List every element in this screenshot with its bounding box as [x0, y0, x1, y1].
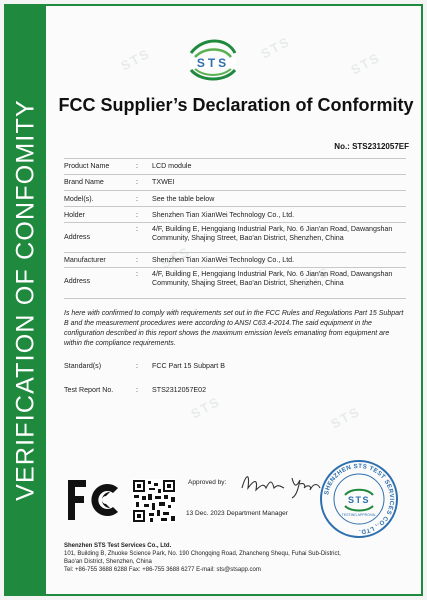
sidebar-title: VERIFICATION OF CONFOMITY	[11, 99, 40, 501]
field-label: Address	[64, 277, 91, 285]
field-colon: :	[136, 362, 138, 370]
field-label: Manufacturer	[64, 256, 106, 264]
watermark-sts: STS	[348, 49, 383, 78]
field-divider	[64, 158, 406, 159]
issuer-address-line: Bao'an District, Shenzhen, China	[64, 559, 152, 565]
watermark-sts: STS	[298, 263, 333, 292]
field-colon: :	[136, 256, 138, 264]
field-value: See the table below	[152, 195, 215, 203]
field-label: Test Report No.	[64, 386, 114, 394]
issuer-contact: Tel: +86-755 3688 6288 Fax: +86-755 3688 6277 E-mail: sts@stsapp.com	[64, 567, 261, 573]
field-colon: :	[136, 211, 138, 219]
field-value: LCD module	[152, 162, 192, 170]
field-colon: :	[136, 270, 138, 278]
sts-logo	[187, 39, 239, 83]
svg-text:TESTING APPROVAL: TESTING APPROVAL	[341, 513, 377, 517]
watermark-sts: STS	[158, 243, 193, 272]
field-value: 4/F, Building E, Hengqiang Industrial Park, No. 6 Jian'an Road, Dawangshan Community, Shajing Street, Bao'an District, Shenzhen, China	[152, 225, 393, 242]
field-label: Brand Name	[64, 178, 104, 186]
field-divider	[64, 252, 406, 253]
field-value: Shenzhen Tian XianWei Technology Co., Ltd.	[152, 211, 295, 219]
field-label: Standard(s)	[64, 362, 102, 370]
svg-text:STS: STS	[196, 56, 230, 70]
certificate-number: No.: STS2312057EF	[334, 142, 409, 151]
issuer-footer	[64, 542, 408, 574]
issuer-address-line: 101, Building B, Zhuoke Science Park, No. 190 Chongqing Road, Zhancheng Shequ, Fuhai Sub-District,	[64, 551, 341, 557]
qr-code	[132, 479, 176, 523]
field-value: TXWEI	[152, 178, 175, 186]
field-colon: :	[136, 195, 138, 203]
fcc-logo	[66, 478, 123, 522]
issuer-name: Shenzhen STS Test Services Co., Ltd.	[64, 543, 172, 549]
field-value: FCC Part 15 Subpart B	[152, 362, 225, 370]
field-label: Product Name	[64, 162, 110, 170]
watermark-sts: STS	[328, 403, 363, 432]
company-seal	[318, 458, 400, 540]
watermark-sts: STS	[188, 393, 223, 422]
field-divider	[64, 174, 406, 175]
field-divider	[64, 298, 406, 299]
field-value: 4/F, Building E, Hengqiang Industrial Park, No. 6 Jian'an Road, Dawangshan Community, Shajing Street, Bao'an District, Shenzhen, China	[152, 270, 393, 287]
field-value: STS2312057E02	[152, 386, 207, 394]
field-value: Shenzhen Tian XianWei Technology Co., Ltd.	[152, 256, 295, 264]
field-divider	[64, 267, 406, 268]
field-label: Holder	[64, 211, 85, 219]
field-divider	[64, 190, 406, 191]
field-divider	[64, 222, 406, 223]
watermark-sts: STS	[258, 33, 293, 62]
compliance-statement: Is here with confirmed to comply with requirements set out in the FCC Rules and Regulations Part 15 Subpart B and the measurement procedures were according to ANSI C63.4-2014.The said equipment in the configuration described in this report shows the maximum emission levels emanating from equipment are within the compliance requirements.	[64, 310, 404, 347]
field-colon: :	[136, 162, 138, 170]
field-colon: :	[136, 178, 138, 186]
approved-by-label: Approved by:	[188, 479, 227, 486]
field-label: Model(s).	[64, 195, 94, 203]
svg-text:STS: STS	[347, 495, 371, 505]
approval-date: 13 Dec. 2023 Department Manager	[186, 510, 288, 517]
watermark-sts: STS	[118, 45, 153, 74]
svg-text:SHENZHEN STS TEST SERVICES CO.: SHENZHEN STS TEST SERVICES CO., LTD.	[323, 462, 396, 536]
field-label: Address	[64, 233, 91, 241]
field-divider	[64, 206, 406, 207]
field-colon: :	[136, 225, 138, 233]
document-title: FCC Supplier’s Declaration of Conformity	[58, 95, 414, 115]
signature	[236, 466, 326, 500]
field-colon: :	[136, 386, 138, 394]
